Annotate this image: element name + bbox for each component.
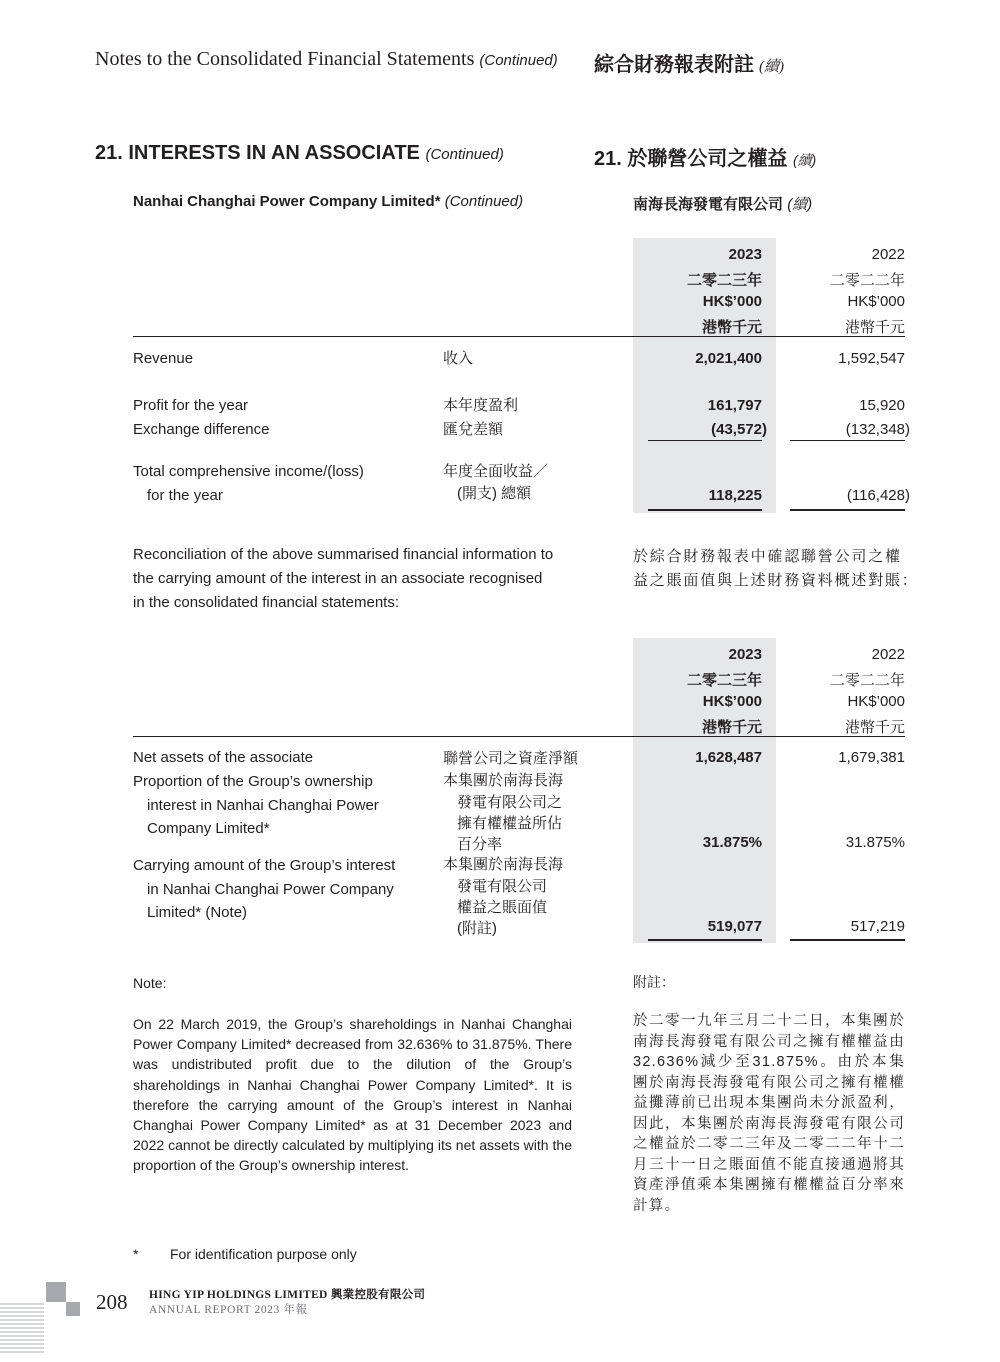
t2-proportion-zh-2: 發電有限公司之	[457, 794, 563, 811]
t1-profit-zh: 本年度盈利	[443, 397, 519, 414]
footnote-marker: *	[133, 1246, 139, 1262]
section-title-en: INTERESTS IN AN ASSOCIATE	[128, 142, 420, 164]
t1-subtotal-rule-2023	[648, 440, 762, 441]
t1-profit-en: Profit for the year	[133, 397, 249, 414]
t2-proportion-zh-3: 擁有權權益所佔	[457, 815, 563, 832]
footer-report-zh: 年報	[283, 1304, 308, 1316]
t2-carrying-2022: 517,219	[850, 918, 905, 935]
section-continued-en: (Continued)	[425, 146, 504, 163]
t1-year-2022: 2022	[871, 246, 905, 263]
running-header-en	[95, 48, 558, 71]
t2-net-assets-en: Net assets of the associate	[133, 749, 314, 766]
t2-unit-2022: HK$’000	[847, 693, 905, 710]
t1-total-2023: 118,225	[708, 487, 762, 504]
t1-total-2022: (116,428)	[846, 487, 910, 504]
t1-subtotal-rule-2022	[790, 440, 905, 441]
footer-logo-mark	[0, 1282, 82, 1357]
note-text-zh	[633, 1011, 905, 1216]
subheading-en	[133, 193, 523, 210]
t1-unit-2023: HK$’000	[702, 293, 762, 310]
t1-total-rule-2023	[648, 509, 762, 511]
t2-proportion-2022: 31.875%	[845, 834, 905, 851]
t1-total-zh-2: (開支) 總額	[457, 485, 532, 502]
t2-carrying-zh-2: 發電有限公司	[457, 878, 548, 895]
t2-carrying-en-3: Limited* (Note)	[147, 904, 248, 921]
header-continued-zh: (續)	[759, 59, 784, 75]
t2-carrying-zh-1: 本集團於南海長海	[443, 856, 564, 873]
header-continued-en: (Continued)	[479, 52, 558, 69]
recon-zh-1: 於綜合財務報表中確認聯營公司之權	[633, 548, 902, 565]
t2-total-rule-2023	[648, 939, 762, 941]
subheading-zh-title: 南海長海發電有限公司	[633, 196, 784, 213]
footer-company	[149, 1286, 425, 1302]
t1-year-2022-zh: 二零二二年	[829, 272, 905, 289]
t1-revenue-2023: 2,021,400	[695, 350, 762, 367]
recon-en-2: the carrying amount of the interest in an associate recognised	[133, 570, 543, 587]
t2-year-2022-zh: 二零二二年	[829, 672, 905, 689]
t2-carrying-2023: 519,077	[707, 918, 762, 935]
t1-profit-2023: 161,797	[707, 397, 762, 414]
t1-total-rule-2022	[790, 509, 905, 511]
t2-unit-2022-zh: 港幣千元	[844, 719, 905, 736]
t2-unit-2023-zh: 港幣千元	[701, 719, 762, 736]
running-header-zh	[594, 48, 784, 77]
subheading-zh	[633, 193, 812, 214]
section-title-zh: 於聯營公司之權益	[627, 148, 788, 170]
t2-header-rule	[133, 736, 905, 737]
t1-exchange-2023: (43,572)	[711, 421, 767, 438]
recon-en-1: Reconciliation of the above summarised financial information to	[133, 546, 554, 563]
t1-revenue-zh: 收入	[443, 350, 474, 367]
t2-proportion-zh-4: 百分率	[457, 836, 503, 853]
t1-revenue-en: Revenue	[133, 350, 194, 367]
t1-total-en-2: for the year	[147, 487, 223, 504]
subheading-en-title: Nanhai Changhai Power Company Limited*	[133, 193, 441, 210]
footer-company-en: HING YIP HOLDINGS LIMITED	[149, 1289, 328, 1301]
note-label-zh: 附註：	[633, 974, 675, 990]
t1-unit-2022: HK$’000	[847, 293, 905, 310]
t2-year-2022: 2022	[871, 646, 905, 663]
t1-header-rule	[133, 336, 905, 337]
footer-company-zh: 興業控股有限公司	[330, 1289, 426, 1301]
header-title-zh: 綜合財務報表附註	[594, 54, 754, 76]
t2-net-assets-2022: 1,679,381	[838, 749, 905, 766]
t2-carrying-zh-4: (附註)	[457, 920, 497, 937]
t1-unit-2023-zh: 港幣千元	[701, 319, 762, 336]
t1-revenue-2022: 1,592,547	[838, 350, 905, 367]
page-number: 208	[96, 1290, 128, 1314]
note-label-en: Note:	[133, 975, 167, 991]
section-continued-zh: (續)	[792, 152, 817, 168]
note-text-zh-body: 於二零一九年三月二十二日，本集團於南海長海發電有限公司之擁有權權益由32.636%減少至31.875%。由於本集團於南海長海發電有限公司之擁有權權益攤薄前已出現本集團尚未分派盈利，因此，本集團於南海長海發電有限公司之權益於二零二三年及二零二二年十二月三十一日之賬面值不能直接通過將其資產淨值乘本集團擁有權權益百分率來計算。	[633, 1013, 905, 1214]
t2-proportion-en-3: Company Limited*	[147, 820, 270, 837]
t1-exchange-2022: (132,348)	[845, 421, 910, 438]
recon-zh-2: 益之賬面值與上述財務資料概述對賬：	[633, 572, 919, 589]
note-text-en	[133, 1014, 572, 1176]
header-title-en: Notes to the Consolidated Financial Statements	[95, 48, 475, 70]
t2-year-2023: 2023	[728, 646, 762, 663]
section-heading-zh	[594, 142, 816, 171]
footer-report	[149, 1301, 308, 1317]
t2-carrying-en-2: in Nanhai Changhai Power Company	[147, 881, 394, 898]
t2-proportion-2023: 31.875%	[702, 834, 762, 851]
t2-net-assets-2023: 1,628,487	[695, 749, 762, 766]
subheading-en-continued: (Continued)	[444, 193, 524, 210]
t2-proportion-en-1: Proportion of the Group’s ownership	[133, 773, 373, 790]
footnote-text: For identification purpose only	[170, 1246, 357, 1262]
t1-total-zh-1: 年度全面收益／	[443, 463, 549, 480]
section-heading-en	[95, 142, 504, 165]
t2-carrying-zh-3: 權益之賬面值	[457, 899, 548, 916]
t2-total-rule-2022	[790, 939, 905, 941]
section-number: 21.	[95, 142, 123, 164]
t1-total-en-1: Total comprehensive income/(loss)	[133, 463, 364, 480]
t2-proportion-en-2: interest in Nanhai Changhai Power	[147, 797, 379, 814]
subheading-zh-continued: (續)	[787, 196, 813, 213]
t1-unit-2022-zh: 港幣千元	[844, 319, 905, 336]
t1-year-2023: 2023	[728, 246, 762, 263]
t1-profit-2022: 15,920	[859, 397, 905, 414]
t1-year-2023-zh: 二零二三年	[686, 272, 762, 289]
recon-en-3: in the consolidated financial statements:	[133, 594, 399, 611]
note-text-en-body: On 22 March 2019, the Group’s shareholdings in Nanhai Changhai Power Company Limited* decreased from 32.636% to 31.875%. There was undistributed profit due to the dilution of the Group’s shareholdings in Nanhai Changhai Power Company Limited*. It is therefore the carrying amount of the Group’s interest in Nanhai Changhai Power Company Limited* as at 31 December 2023 and 2022 cannot be directly calculated by multiplying its net assets with the proportion of the Group’s ownership interest.	[133, 1016, 572, 1174]
footer-report-en: ANNUAL REPORT 2023	[149, 1304, 280, 1316]
t1-exchange-zh: 匯兌差額	[443, 421, 504, 438]
t2-carrying-en-1: Carrying amount of the Group’s interest	[133, 857, 396, 874]
section-number-zh: 21.	[594, 148, 622, 170]
footer-stripes-graphic	[0, 1282, 82, 1357]
t1-exchange-en: Exchange difference	[133, 421, 270, 438]
t2-unit-2023: HK$’000	[702, 693, 762, 710]
t2-net-assets-zh: 聯營公司之資產淨額	[443, 750, 579, 767]
t2-proportion-zh-1: 本集團於南海長海	[443, 772, 564, 789]
t2-year-2023-zh: 二零二三年	[686, 672, 762, 689]
